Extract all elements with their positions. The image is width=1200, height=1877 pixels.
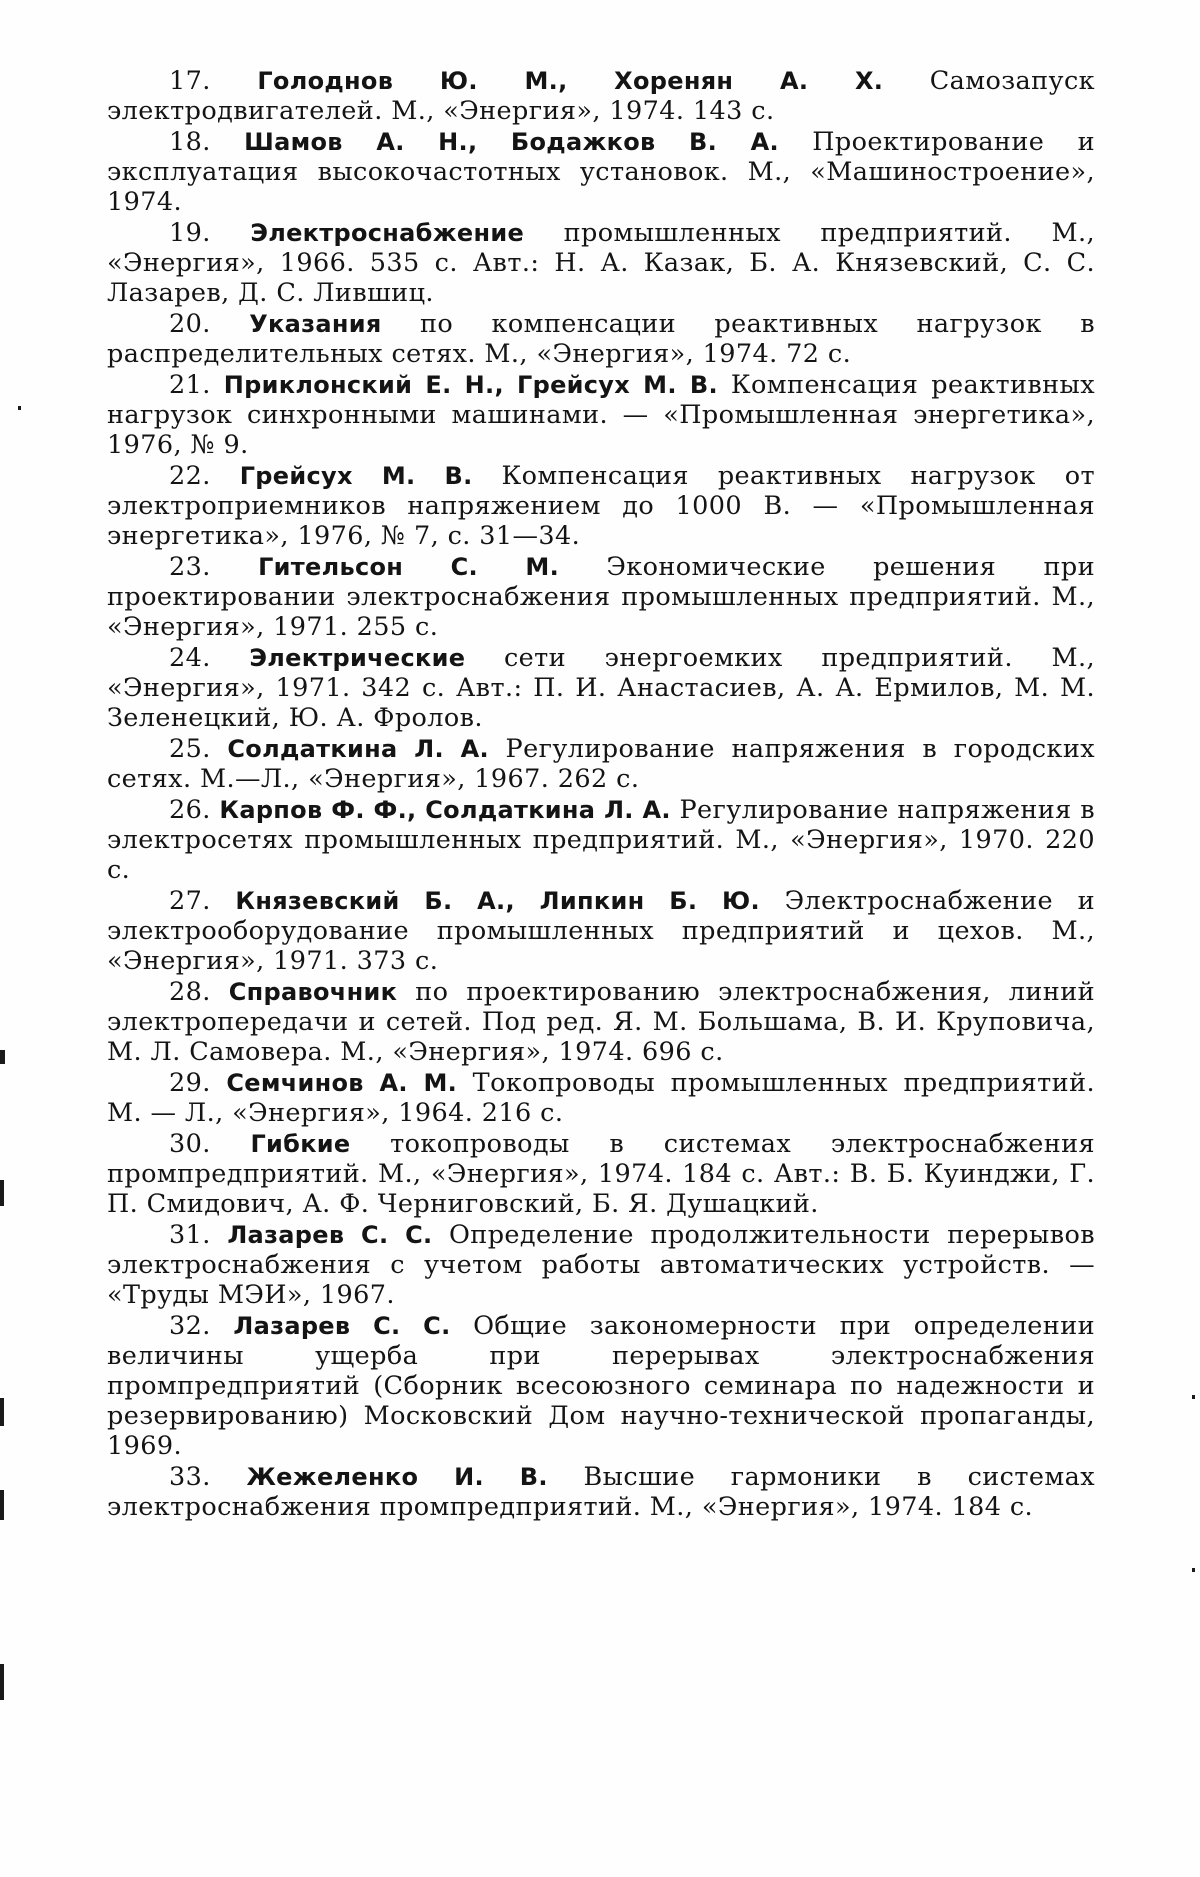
reference-author: Электроснабжение — [250, 219, 524, 247]
reference-text: Самозапуск электродвигателей. М., «Энергия», 1974. 143 с. — [107, 66, 1095, 126]
reference-text: Определение продолжительности перерывов электроснабжения с учетом работы автоматических устройств. — «Труды МЭИ», 1967. — [107, 1220, 1095, 1310]
reference-text: по компенсации реактивных нагрузок в распределительных сетях. М., «Энергия», 1974. 72 с. — [107, 309, 1095, 369]
reference-item — [107, 218, 1095, 308]
reference-number: 27. — [169, 886, 211, 916]
reference-number: 24. — [169, 643, 211, 673]
reference-author: Лазарев С. С. — [227, 1221, 432, 1249]
reference-text: Высшие гармоники в системах электроснабжения промпредприятий. М., «Энергия», 1974. 184 с. — [107, 1462, 1095, 1522]
reference-number: 30. — [169, 1129, 211, 1159]
scan-edge-mark — [0, 1180, 4, 1206]
reference-number: 29. — [169, 1068, 211, 1098]
reference-item — [107, 1220, 1095, 1310]
reference-item — [107, 66, 1095, 126]
reference-author: Электрические — [249, 644, 465, 672]
reference-text: Экономические решения при проектировании электроснабжения промышленных предприятий. М., «Энергия», 1971. 255 с. — [107, 552, 1095, 642]
reference-text: Компенсация реактивных нагрузок синхронными машинами. — «Промышленная энергетика», 1976, № 9. — [107, 370, 1095, 460]
reference-text: Регулирование напряжения в электросетях промышленных предприятий. М., «Энергия», 1970. 220 с. — [107, 795, 1095, 885]
reference-author: Справочник — [229, 978, 397, 1006]
reference-author: Жежеленко И. В. — [247, 1463, 548, 1491]
reference-item — [107, 734, 1095, 794]
reference-number: 22. — [169, 461, 211, 491]
reference-number: 19. — [169, 218, 211, 248]
reference-number: 23. — [169, 552, 211, 582]
reference-item — [107, 552, 1095, 642]
scan-edge-mark — [0, 1050, 5, 1064]
reference-number: 26. — [169, 795, 211, 825]
reference-number: 28. — [169, 977, 211, 1007]
reference-text: Общие закономерности при определении величины ущерба при перерывах электроснабжения промпредприятий (Сборник всесоюзного семинара по надежности и резервированию) Московский Дом научно-технической пропаганды, 1969. — [107, 1311, 1095, 1461]
reference-author: Карпов Ф. Ф., Солдаткина Л. А. — [219, 796, 670, 824]
reference-item — [107, 1462, 1095, 1522]
scan-edge-mark — [0, 1490, 4, 1520]
reference-author: Указания — [249, 310, 381, 338]
reference-text: Регулирование напряжения в городских сетях. М.—Л., «Энергия», 1967. 262 с. — [107, 734, 1095, 794]
reference-author: Шамов А. Н., Бодажков В. А. — [244, 128, 779, 156]
reference-item — [107, 795, 1095, 885]
reference-author: Голоднов Ю. М., Хоренян А. Х. — [257, 67, 883, 95]
reference-item — [107, 1129, 1095, 1219]
reference-author: Гибкие — [250, 1130, 350, 1158]
reference-text: Компенсация реактивных нагрузок от электроприемников напряжением до 1000 В. — «Промышленная энергетика», 1976, № 7, с. 31—34. — [107, 461, 1095, 551]
reference-text: Проектирование и эксплуатация высокочастотных установок. М., «Машиностроение», 1974. — [107, 127, 1095, 217]
reference-author: Семчинов А. М. — [226, 1069, 457, 1097]
reference-item — [107, 977, 1095, 1067]
reference-item — [107, 1311, 1095, 1461]
reference-number: 18. — [169, 127, 211, 157]
reference-item — [107, 309, 1095, 369]
reference-number: 33. — [169, 1462, 211, 1492]
reference-number: 31. — [169, 1220, 211, 1250]
reference-author: Приклонский Е. Н., Грейсух М. В. — [224, 371, 718, 399]
reference-text: промышленных предприятий. М., «Энергия», 1966. 535 с. Авт.: Н. А. Казак, Б. А. Князевский, С. С. Лазарев, Д. С. Лившиц. — [107, 218, 1095, 308]
reference-author: Солдаткина Л. А. — [227, 735, 489, 763]
reference-item — [107, 643, 1095, 733]
scan-edge-mark — [1192, 1395, 1195, 1399]
book-page — [0, 0, 1200, 1877]
scan-edge-mark — [18, 406, 21, 410]
reference-author: Гительсон С. М. — [258, 553, 559, 581]
scan-edge-mark — [1192, 1568, 1195, 1572]
reference-number: 20. — [169, 309, 211, 339]
reference-number: 17. — [169, 66, 211, 96]
reference-author: Грейсух М. В. — [240, 462, 473, 490]
reference-item — [107, 127, 1095, 217]
reference-item — [107, 886, 1095, 976]
reference-author: Князевский Б. А., Липкин Б. Ю. — [235, 887, 760, 915]
reference-author: Лазарев С. С. — [233, 1312, 450, 1340]
reference-text: сети энергоемких предприятий. М., «Энергия», 1971. 342 с. Авт.: П. И. Анастасиев, А. А. Ермилов, М. М. Зеленецкий, Ю. А. Фролов. — [107, 643, 1095, 733]
scan-edge-mark — [0, 1398, 4, 1426]
reference-text: Электроснабжение и электрооборудование промышленных предприятий и цехов. М., «Энергия», 1971. 373 с. — [107, 886, 1095, 976]
scan-edge-mark — [0, 1664, 4, 1700]
reference-number: 32. — [169, 1311, 211, 1341]
reference-item — [107, 461, 1095, 551]
reference-item — [107, 1068, 1095, 1128]
reference-text: по проектированию электроснабжения, линий электропередачи и сетей. Под ред. Я. М. Большама, В. И. Круповича, М. Л. Самовера. М., «Энергия», 1974. 696 с. — [107, 977, 1095, 1067]
reference-number: 25. — [169, 734, 211, 764]
reference-number: 21. — [169, 370, 211, 400]
reference-item — [107, 370, 1095, 460]
reference-list — [107, 66, 1095, 1523]
reference-text: токопроводы в системах электроснабжения промпредприятий. М., «Энергия», 1974. 184 с. Авт.: В. Б. Куинджи, Г. П. Смидович, А. Ф. Черниговский, Б. Я. Душацкий. — [107, 1129, 1095, 1219]
reference-text: Токопроводы промышленных предприятий. М. — Л., «Энергия», 1964. 216 с. — [107, 1068, 1095, 1128]
